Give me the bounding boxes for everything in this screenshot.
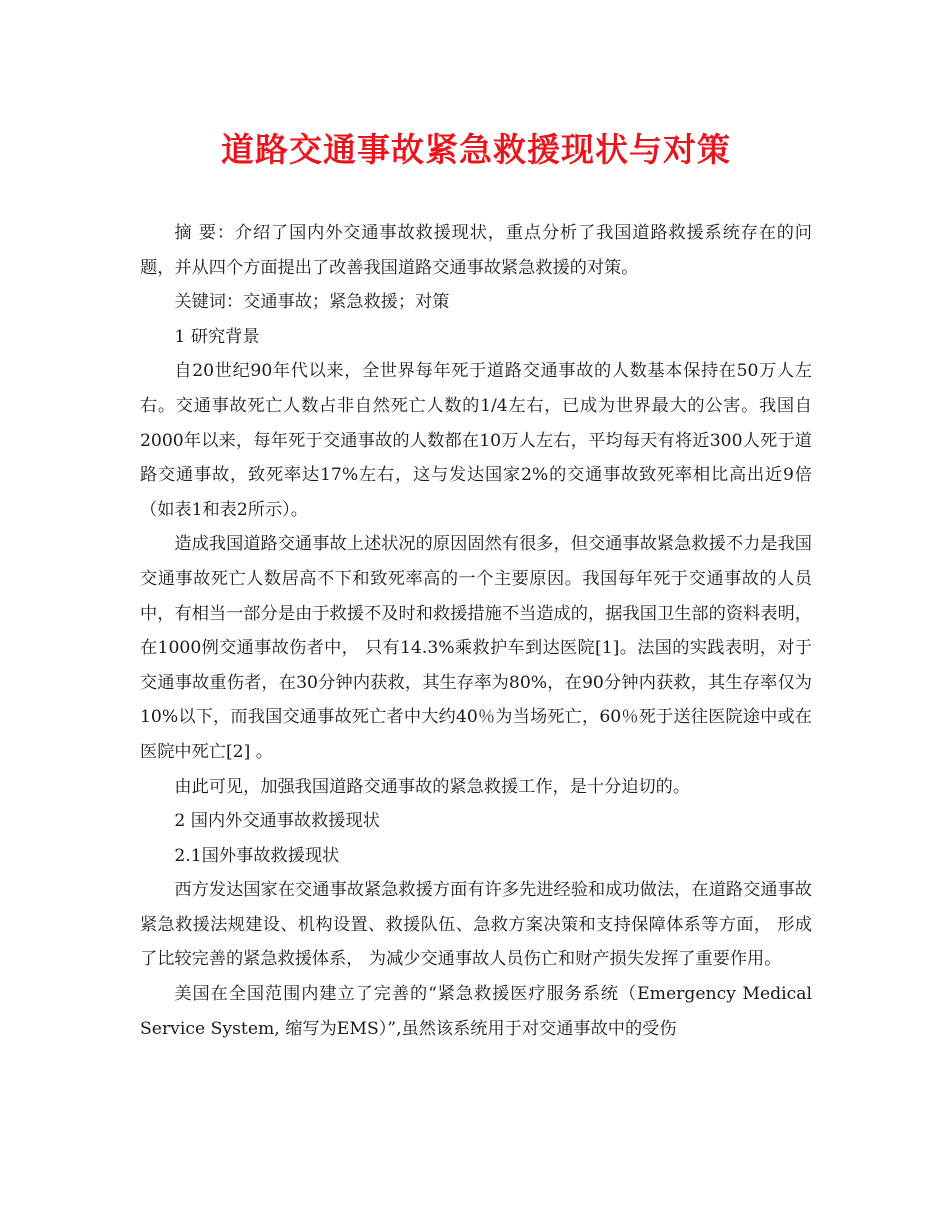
- abstract-paragraph: 摘 要：介绍了国内外交通事故救援现状，重点分析了我国道路救援系统存在的问题，并从四个方面提出了改善我国道路交通事故紧急救援的对策。: [140, 223, 812, 278]
- section-1-paragraph-1: 自20世纪90年代以来，全世界每年死于道路交通事故的人数基本保持在50万人左右。交通事故死亡人数占非自然死亡人数的1/4左右，已成为世界最大的公害。我国自2000年以来，每年死于交通事故的人数都在10万人左右，平均每天有将近300人死于道路交通事故，致死率达17%左右，这与发达国家2%的交通事故致死率相比高出近9倍（如表1和表2所示）。: [140, 361, 812, 520]
- section-1-heading: 1 研究背景: [174, 326, 260, 347]
- section-2-heading: 2 国内外交通事故救援现状: [174, 811, 380, 832]
- section-2-1-paragraph-2: 美国在全国范围内建立了完善的“紧急救援医疗服务系统（Emergency Medical Service System, 缩写为EMS）”,虽然该系统用于对交通事故中的受伤: [140, 984, 812, 1039]
- document-page: [140, 128, 812, 1046]
- section-1-paragraph-3: 由此可见，加强我国道路交通事故的紧急救援工作，是十分迫切的。: [174, 776, 691, 797]
- keywords-line: 关键词：交通事故；紧急救援；对策: [174, 292, 450, 313]
- section-1-paragraph-2: 造成我国道路交通事故上述状况的原因固然有很多，但交通事故紧急救援不力是我国交通事故死亡人数居高不下和致死率高的一个主要原因。我国每年死于交通事故的人员中，有相当一部分是由于救援不及时和救援措施不当造成的，据我国卫生部的资料表明， 在1000例交通事故伤者中， 只有14.3%乘救护车到达医院[1]。法国的实践表明，对于交通事故重伤者，在30分钟内获救，其生存率为80%，在90分钟内获救，其生存率仅为10%以下，而我国交通事故死亡者中大约40％为当场死亡，60％死于送往医院途中或在医院中死亡[2] 。: [140, 534, 812, 762]
- document-title: 道路交通事故紧急救援现状与对策: [221, 130, 731, 169]
- section-2-1-heading: 2.1国外事故救援现状: [174, 845, 340, 866]
- section-2-1-paragraph-1: 西方发达国家在交通事故紧急救援方面有许多先进经验和成功做法，在道路交通事故紧急救援法规建设、机构设置、救援队伍、急救方案决策和支持保障体系等方面， 形成了比较完善的紧急救援体系， 为减少交通事故人员伤亡和财产损失发挥了重要作用。: [140, 880, 812, 970]
